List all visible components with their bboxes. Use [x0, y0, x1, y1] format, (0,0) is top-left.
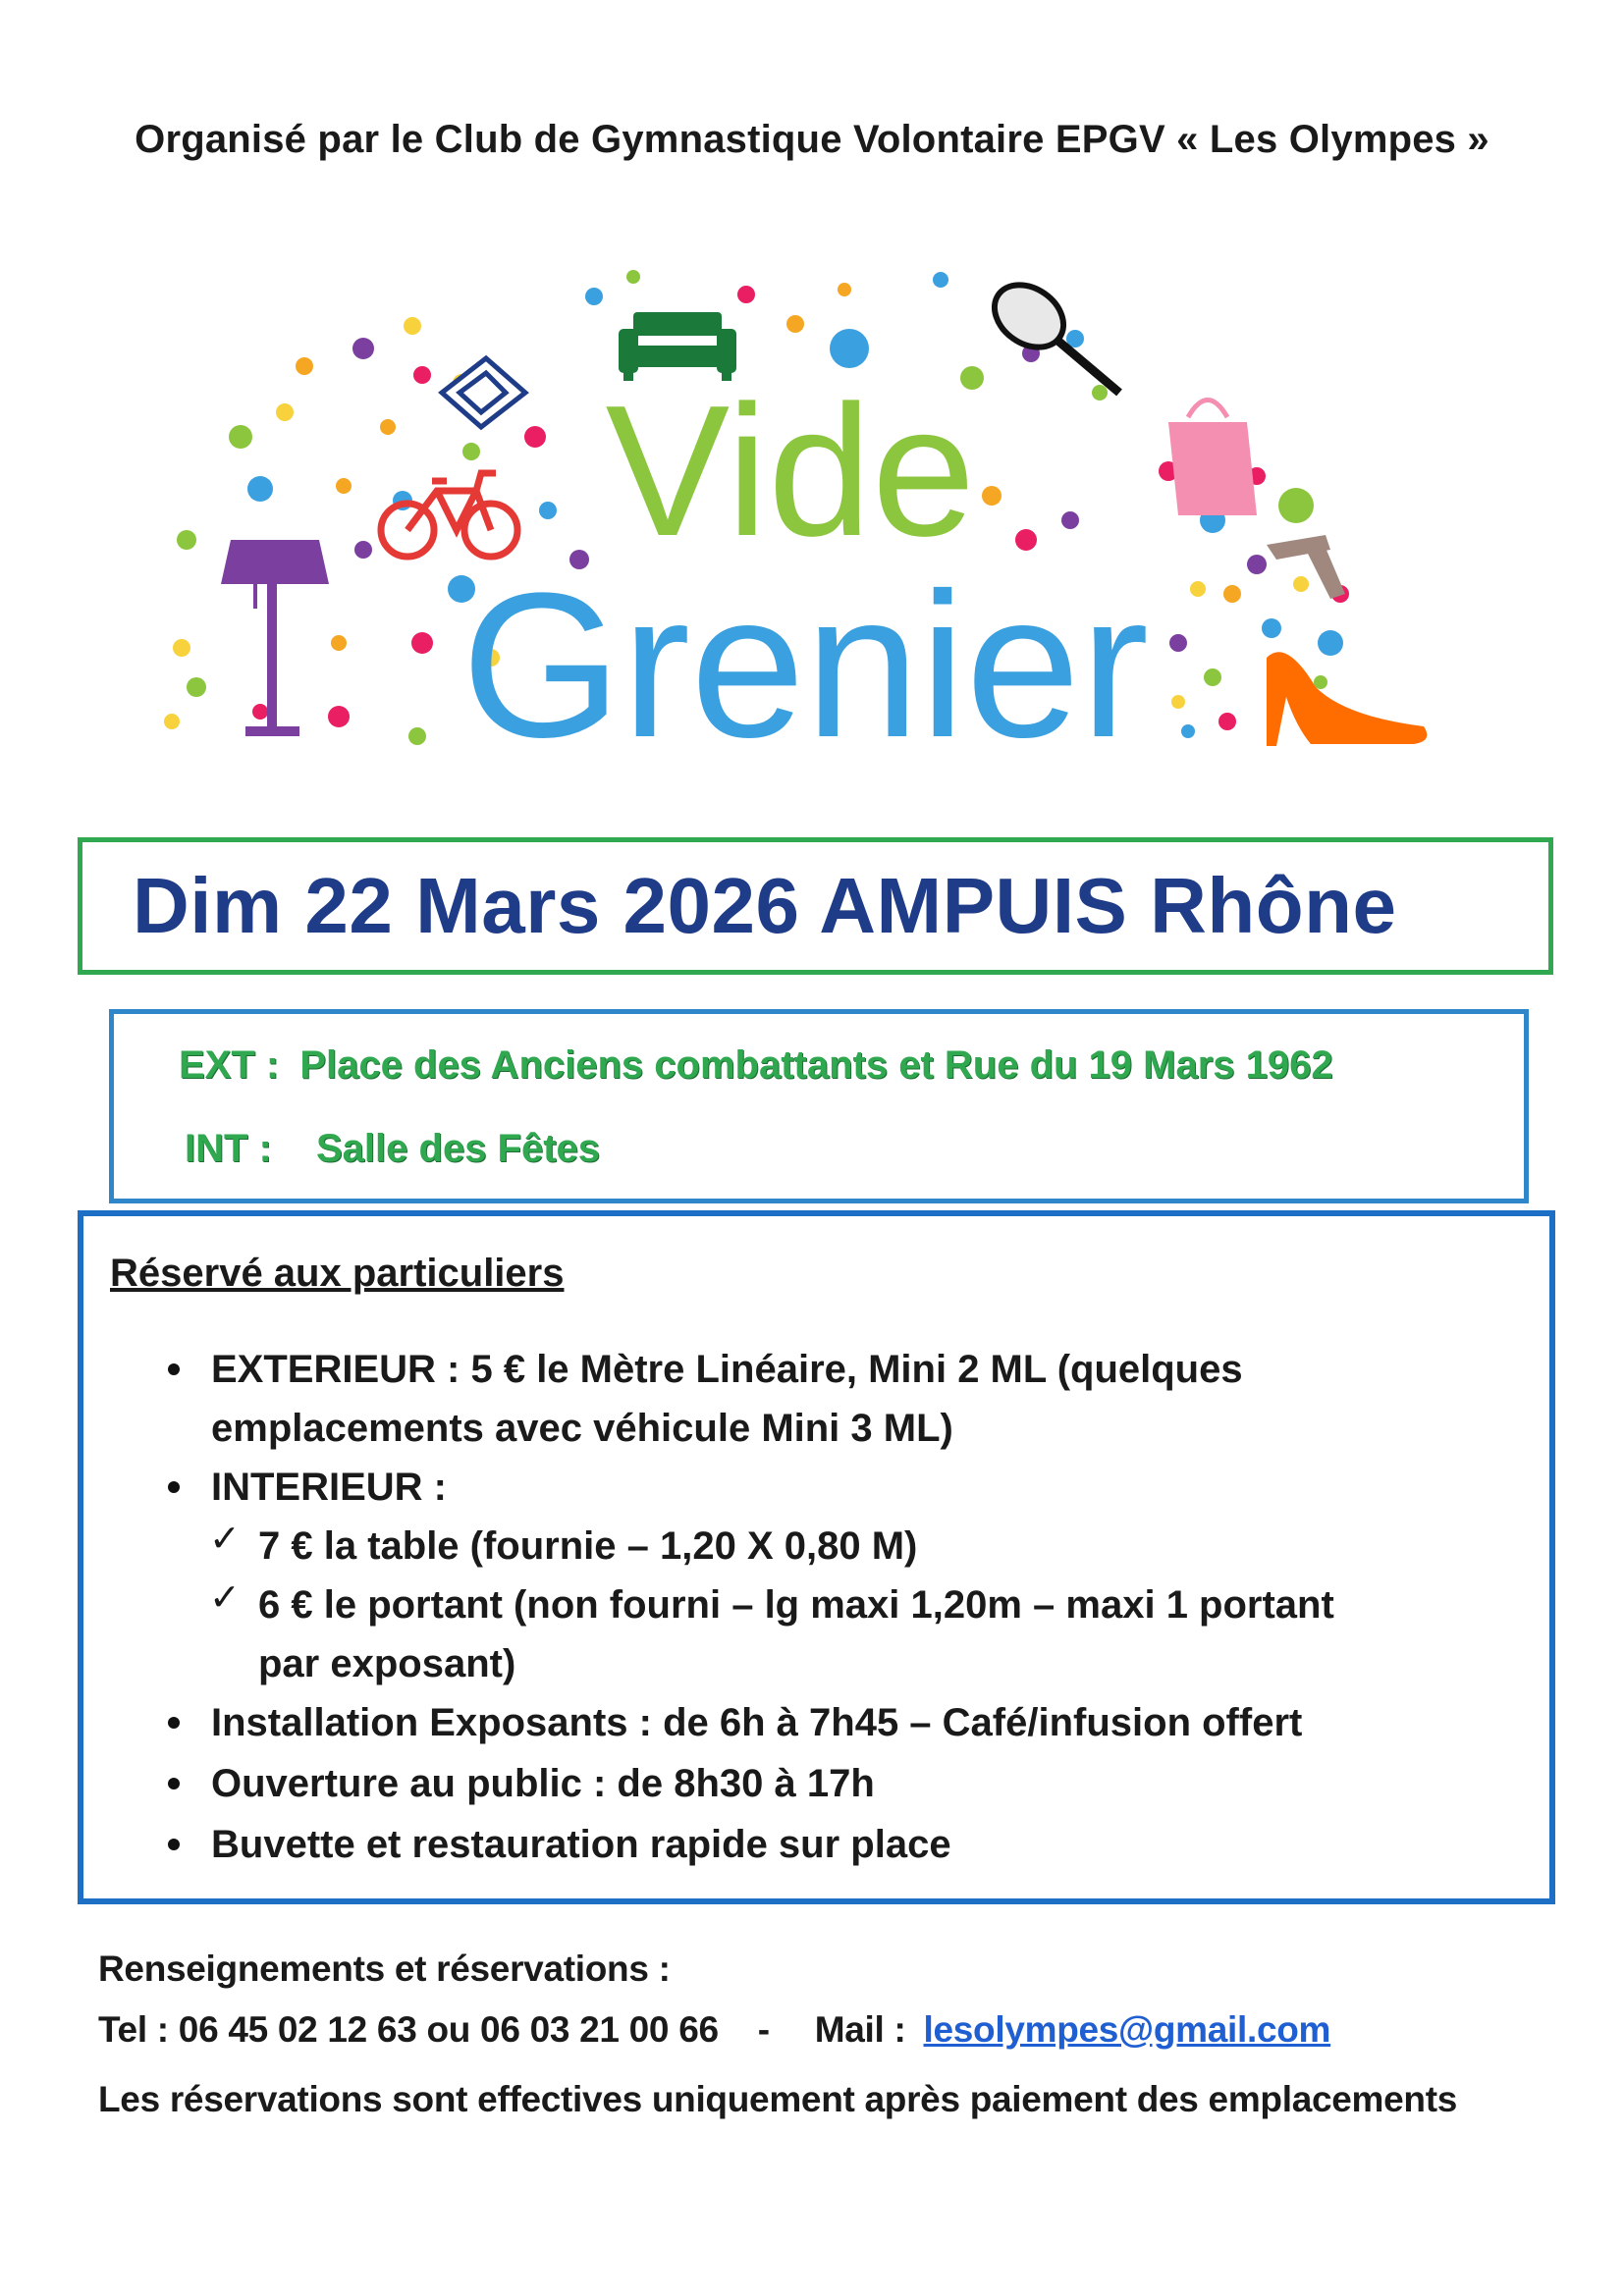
interior-heading: INTERIEUR :: [211, 1466, 447, 1509]
exterior-location: [179, 1043, 1333, 1088]
ext-value: Place des Anciens combattants et Rue du 19 Mars 1962: [299, 1043, 1333, 1087]
bullet-icon: [168, 1839, 180, 1850]
logo-grenier-text: Grenier: [460, 550, 1150, 775]
contact-line: [98, 2009, 1330, 2051]
exterior-price-line1: EXTERIEUR : 5 € le Mètre Linéaire, Mini 2 ML (quelques: [211, 1348, 1243, 1391]
event-date-location: Dim 22 Mars 2026 AMPUIS Rhône: [133, 862, 1397, 949]
logo-vide-text: Vide: [605, 367, 976, 575]
bicycle-icon: [381, 473, 517, 557]
tennis-racket-icon: [983, 272, 1119, 393]
int-value: Salle des Fêtes: [316, 1127, 601, 1170]
bullet-icon: [168, 1717, 180, 1729]
refreshments: Buvette et restauration rapide sur place: [211, 1823, 951, 1866]
table-price: 7 € la table (fournie – 1,20 X 0,80 M): [258, 1524, 918, 1568]
reservation-notice: Les réservations sont effectives uniquement après paiement des emplacements: [98, 2079, 1458, 2119]
opening-hours: Ouverture au public : de 8h30 à 17h: [211, 1762, 875, 1805]
email-link[interactable]: lesolympes@gmail.com: [923, 2009, 1331, 2050]
lamp-icon: [221, 540, 329, 736]
event-date-box: [78, 837, 1553, 975]
bullet-icon: [168, 1778, 180, 1789]
contact-heading: Renseignements et réservations :: [98, 1949, 671, 1989]
rack-price-line1: 6 € le portant (non fourni – lg maxi 1,20m – maxi 1 portant: [258, 1583, 1334, 1627]
vide-grenier-logo: [147, 265, 1473, 775]
bullet-icon: [168, 1363, 180, 1375]
bullet-icon: [168, 1481, 180, 1493]
shopping-bag-icon: [1168, 400, 1257, 516]
checkmark-icon: ✓: [209, 1519, 241, 1560]
separator: -: [757, 2009, 770, 2050]
organizer-line: Organisé par le Club de Gymnastique Volontaire EPGV « Les Olympes »: [135, 118, 1489, 161]
reserved-heading: Réservé aux particuliers: [110, 1252, 565, 1295]
checkmark-icon: ✓: [209, 1577, 241, 1619]
shoe-icon: [1267, 652, 1427, 746]
phone-numbers: Tel : 06 45 02 12 63 ou 06 03 21 00 66: [98, 2009, 719, 2050]
installation-hours: Installation Exposants : de 6h à 7h45 – Café/infusion offert: [211, 1701, 1303, 1744]
details-box: [78, 1210, 1555, 1904]
shirt-icon: [442, 358, 525, 427]
location-box: [109, 1009, 1529, 1203]
ext-label: EXT :: [179, 1043, 280, 1087]
rack-price-line2: par exposant): [258, 1642, 516, 1685]
mail-label: Mail :: [814, 2009, 906, 2050]
interior-location: [185, 1127, 600, 1171]
exterior-price-line2: emplacements avec véhicule Mini 3 ML): [211, 1407, 953, 1450]
int-label: INT :: [185, 1127, 272, 1170]
